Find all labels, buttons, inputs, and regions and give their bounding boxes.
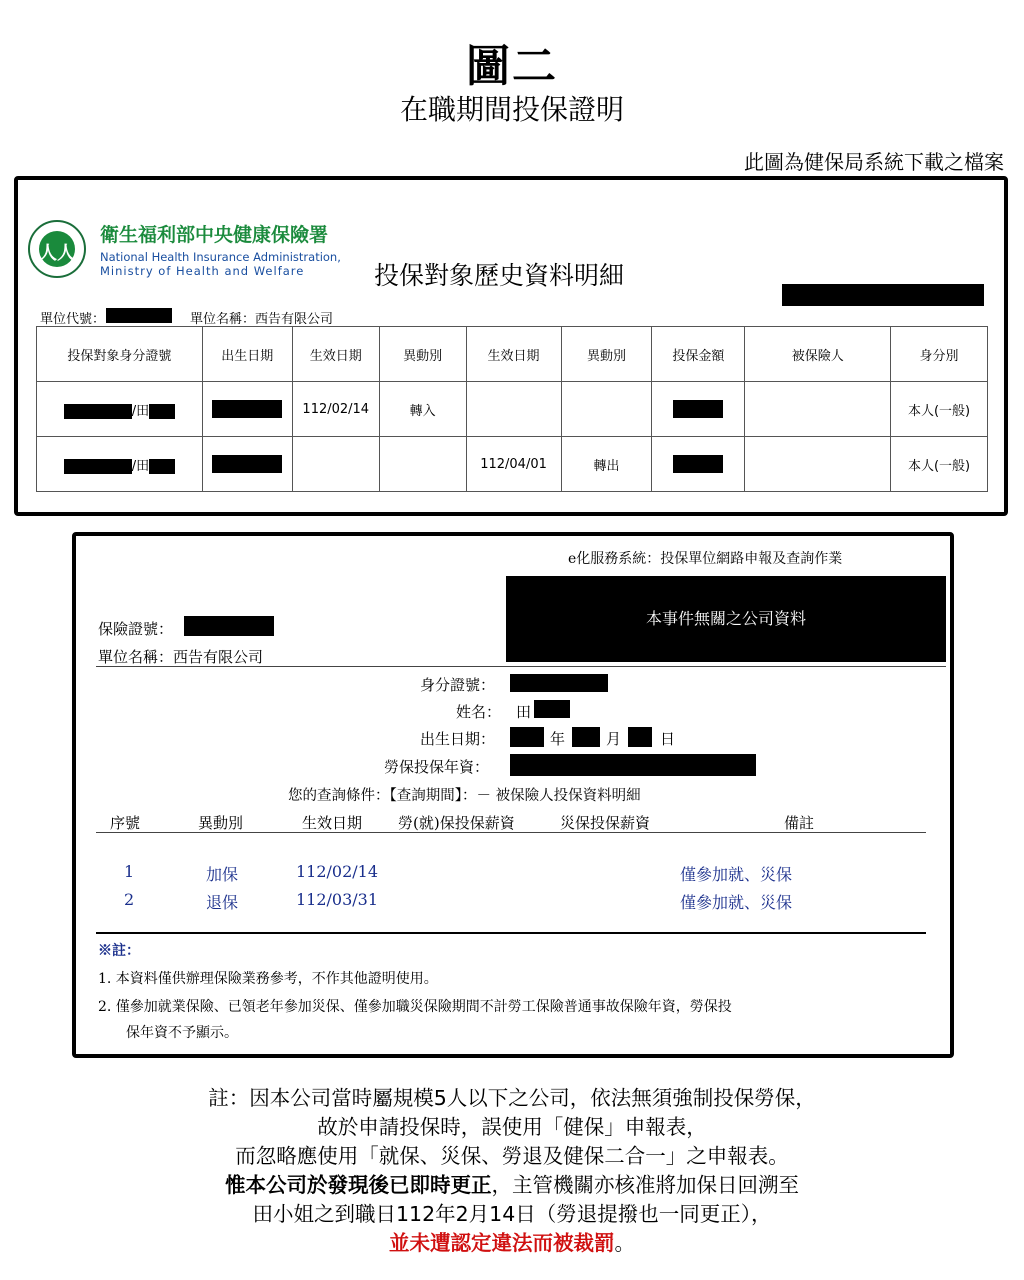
agency-name-zh: 衛生福利部中央健康保險署 — [100, 224, 329, 246]
nhi-logo-icon: 人人 — [28, 220, 86, 278]
column-header: 勞(就)保投保薪資 — [398, 814, 515, 832]
note-1: 1. 本資料僅供辦理保險業務參考，不作其他證明使用。 — [98, 971, 438, 987]
column-header: 異動別 — [561, 327, 652, 382]
page-subtitle: 在職期間投保證明 — [399, 93, 624, 126]
redaction-bar — [510, 727, 544, 747]
birth-cell — [202, 382, 292, 437]
birth-month-unit: 月 — [606, 730, 622, 748]
row-change: 退保 — [206, 893, 239, 912]
system-title: e化服務系統：投保單位網路申報及查詢作業 — [568, 551, 843, 567]
footer-line-1: 註：因本公司當時屬規模5人以下之公司，依法無須強制投保勞保， — [208, 1086, 816, 1110]
change-cell: 轉入 — [379, 382, 466, 437]
footer-line-4-rest: ，主管機關亦核准將加保日回溯至 — [491, 1173, 799, 1197]
footer-line-4-bold: 惟本公司於發現後已即時更正 — [225, 1173, 492, 1197]
change-cell — [379, 437, 466, 492]
row-date: 112/02/14 — [296, 862, 379, 881]
name-value: 田 — [516, 703, 532, 721]
id-label: 身分證號： — [420, 676, 496, 694]
redaction-bar — [106, 308, 172, 323]
footer-line-6-end: 。 — [614, 1231, 635, 1255]
id-cell: /田 — [37, 382, 203, 437]
labor-record-panel — [72, 532, 954, 1058]
name-label: 姓名： — [456, 703, 502, 721]
redaction-bar — [782, 284, 984, 306]
agency-name-en-2: Ministry of Health and Welfare — [100, 264, 305, 278]
row-remark: 僅參加就、災保 — [680, 865, 793, 884]
source-note: 此圖為健保局系統下載之檔案 — [744, 150, 1004, 174]
history-table — [36, 326, 988, 492]
note-2-continued: 保年資不予顯示。 — [126, 1025, 238, 1041]
column-header: 投保金額 — [652, 327, 745, 382]
row-remark: 僅參加就、災保 — [680, 893, 793, 912]
birth-cell — [202, 437, 292, 492]
redaction-bar — [184, 616, 274, 636]
unit-name-label: 單位名稱：西告有限公司 — [190, 312, 334, 327]
eff-date-cell: 112/02/14 — [292, 382, 379, 437]
amount-cell — [652, 437, 745, 492]
page-title: 圖二 — [466, 41, 558, 92]
column-header: 異動別 — [198, 814, 244, 832]
footer-note — [0, 1084, 1024, 1258]
insured-cell — [745, 437, 891, 492]
agency-name-en-1: National Health Insurance Administration, — [100, 250, 341, 264]
unit-code-label: 單位代號： — [40, 312, 106, 327]
eff-date-cell: 112/04/01 — [466, 437, 561, 492]
divider — [96, 832, 926, 833]
redaction-bar — [534, 700, 570, 718]
identity-cell: 本人(一般) — [891, 382, 988, 437]
column-header: 身分別 — [891, 327, 988, 382]
column-header: 生效日期 — [466, 327, 561, 382]
nhi-record-panel — [14, 176, 1008, 516]
change-cell: 轉出 — [561, 437, 652, 492]
identity-cell: 本人(一般) — [891, 437, 988, 492]
change-cell — [561, 382, 652, 437]
row-no: 2 — [124, 890, 135, 909]
column-header: 被保險人 — [745, 327, 891, 382]
query-condition: 您的查詢條件：【查詢期間】：－ 被保險人投保資料明細 — [288, 788, 641, 804]
column-header: 災保投保薪資 — [560, 814, 651, 832]
column-header: 序號 — [110, 814, 141, 832]
amount-cell — [652, 382, 745, 437]
eff-date-cell — [292, 437, 379, 492]
note-2: 2. 僅參加就業保險、已領老年參加災保、僅參加職災保險期間不計勞工保險普通事故保險年資，勞保投 — [98, 999, 732, 1015]
footer-line-3: 而忽略應使用「就保、災保、勞退及健保二合一」之申報表。 — [235, 1144, 789, 1168]
insured-cell — [745, 382, 891, 437]
insurance-no-label: 保險證號： — [98, 620, 174, 638]
footer-line-5: 田小姐之到職日112年2月14日（勞退提撥也一同更正）， — [252, 1202, 772, 1226]
footer-line-6-red: 並未遭認定違法而被裁罰 — [389, 1231, 615, 1255]
column-header: 出生日期 — [202, 327, 292, 382]
column-header: 生效日期 — [302, 814, 363, 832]
column-header: 投保對象身分證號 — [37, 327, 203, 382]
birth-year-unit: 年 — [550, 730, 566, 748]
document-title: 投保對象歷史資料明細 — [374, 261, 625, 290]
redaction-bar — [510, 754, 756, 776]
row-no: 1 — [124, 862, 135, 881]
divider — [96, 666, 946, 667]
redaction-note: 本事件無關之公司資料 — [645, 609, 806, 628]
id-cell: /田 — [37, 437, 203, 492]
divider — [96, 932, 926, 934]
table-header-row — [37, 327, 988, 382]
notes-title: ※註： — [98, 943, 140, 959]
birth-label: 出生日期： — [420, 730, 496, 748]
table-row — [37, 382, 988, 437]
redaction-bar — [572, 727, 600, 747]
table-row — [37, 437, 988, 492]
unit-name-label: 單位名稱：西告有限公司 — [98, 648, 264, 666]
footer-line-4 — [0, 1171, 1024, 1200]
column-header: 生效日期 — [292, 327, 379, 382]
redaction-bar — [628, 727, 652, 747]
row-date: 112/03/31 — [296, 890, 379, 909]
column-header: 備註 — [784, 814, 815, 832]
footer-line-6 — [0, 1229, 1024, 1258]
row-change: 加保 — [206, 865, 239, 884]
footer-line-2: 故於申請投保時，誤使用「健保」申報表， — [317, 1115, 707, 1139]
column-header: 異動別 — [379, 327, 466, 382]
redaction-bar — [510, 674, 608, 692]
eff-date-cell — [466, 382, 561, 437]
seniority-label: 勞保投保年資： — [384, 758, 490, 776]
birth-day-unit: 日 — [660, 730, 676, 748]
